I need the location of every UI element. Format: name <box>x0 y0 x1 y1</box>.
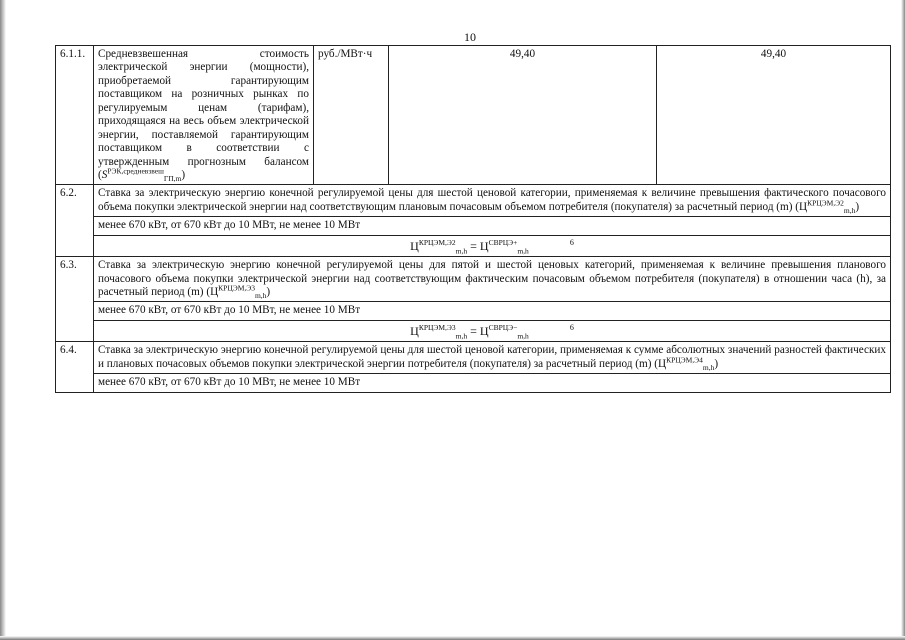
symbol-sup: РЭК,средневзвеш <box>107 166 164 176</box>
row-description: Средневзвешенная стоимость электрической энергии (мощности), приобретаемой гарантирующим поставщиком на розничных рынках по регулируемым ценам (тарифам), приходящаяся на весь объем электрической энергии, поставляемой гарантирующим поставщиком в соответствии с утвержденным прогнозным балансом $(S^{РЭК,средневзвеш}_{ГП,m})$ <box>94 46 314 185</box>
symbol-sub: m,h <box>254 291 267 301</box>
row-description: Ставка за электрическую энергию конечной регулируемой цены для пятой и шестой ценовых категорий, применяемая к величине превышения планового почасового объема покупки электрической энергии над соответствующим фактическим почасовым объемом потребителя (покупателя) в отношении часа (h), за расчетный период (m) $(Ц^{КРЦЭМ,Э3}_{m,h})$ <box>94 257 891 302</box>
row-description: Ставка за электрическую энергию конечной регулируемой цены для шестой ценовой категории, применяемая к величине превышения фактического почасового объема покупки электрической энергии над соответствующим плановым почасовым объемом потребителя (покупателя) за расчетный период (m) $(Ц^{КРЦЭМ,Э2}_{m,h})$ <box>94 185 891 217</box>
row-number: 6.1.1. <box>56 46 94 185</box>
formula-rhs-sub: m,h <box>517 246 529 256</box>
description-text: Ставка за электрическую энергию конечной регулируемой цены для шестой ценовой категории, применяемая к сумме абсолютных значений разностей фактических и плановых почасовых объемов покупки электрической энергии потребителя (покупателя) за расчетный период (m) <box>98 344 886 370</box>
row-number: 6.2. <box>56 185 94 257</box>
table-row-6-2 <box>56 185 891 217</box>
table-row-6-4 <box>56 342 891 374</box>
symbol-main: Ц <box>799 200 808 213</box>
symbol-sub: m,h <box>843 206 856 216</box>
capacity-range: менее 670 кВт, от 670 кВт до 10 МВт, не менее 10 МВт <box>94 374 891 392</box>
formula-rhs-sub: m,h <box>517 331 529 341</box>
table-row-6-2-formula <box>56 235 891 256</box>
formula: $Ц^{КРЦЭМ,Э3}_{m,h} = Ц^{СВРЦЭ-}_{m,h}$ 6 <box>410 322 574 341</box>
row-number: 6.4. <box>56 342 94 392</box>
symbol-sup: КРЦЭМ,Э2 <box>807 198 844 208</box>
table-row-6-1-1 <box>56 46 891 185</box>
tariff-table <box>55 45 891 393</box>
formula-lhs-main: Ц <box>410 238 419 253</box>
formula-cell <box>94 235 891 256</box>
symbol-sub: m,h <box>702 362 715 372</box>
table-row-6-3 <box>56 257 891 302</box>
symbol-main: Ц <box>210 286 219 298</box>
formula-lhs-sup: КРЦЭМ,Э2 <box>418 237 456 247</box>
formula-cell <box>94 320 891 341</box>
row-number: 6.3. <box>56 257 94 342</box>
formula-rhs-main: Ц <box>479 323 489 338</box>
footnote-mark: 6 <box>569 322 574 332</box>
description-text: Средневзвешенная стоимость электрической энергии (мощности), приобретаемой гарантирующим поставщиком на розничных рынках по регулируемым ценам (тарифам), приходящаяся на весь объем электрической энергии, поставляемой гарантирующим поставщиком в соответствии с утвержденным прогнозным балансом <box>98 48 309 168</box>
formula-rhs-main: Ц <box>479 238 489 253</box>
scan-edge-bottom <box>0 636 905 640</box>
formula-rhs-sup: СВРЦЭ− <box>488 322 518 332</box>
capacity-range: менее 670 кВт, от 670 кВт до 10 МВт, не менее 10 МВт <box>94 302 891 320</box>
description-text: Ставка за электрическую энергию конечной регулируемой цены для пятой и шестой ценовых категорий, применяемая к величине превышения планового почасового объема покупки электрической энергии над соответствующим фактическим почасовым объемом потребителя (покупателя) в отношении часа (h), за расчетный период (m) <box>98 259 886 298</box>
formula: $Ц^{КРЦЭМ,Э2}_{m,h} = Ц^{СВРЦЭ+}_{m,h}$ 6 <box>410 237 574 256</box>
scan-edge-right <box>901 0 905 640</box>
table-row-6-2-range <box>56 217 891 235</box>
symbol-main: Ц <box>657 357 667 370</box>
formula-rhs-sup: СВРЦЭ+ <box>488 237 518 247</box>
description-text: Ставка за электрическую энергию конечной регулируемой цены для шестой ценовой категории, применяемая к величине превышения фактического почасового объема покупки электрической энергии над соответствующим плановым почасовым объемом потребителя (покупателя) за расчетный период (m) <box>98 187 886 213</box>
formula-lhs-sup: КРЦЭМ,Э3 <box>418 322 456 332</box>
formula-lhs-sub: m,h <box>455 331 468 341</box>
table-row-6-3-range <box>56 302 891 320</box>
scan-edge-left <box>0 0 6 640</box>
page-number: 10 <box>464 30 476 44</box>
symbol-sup: КРЦЭМ,Э4 <box>666 355 703 365</box>
symbol-main: S <box>101 168 108 181</box>
table-row-6-4-range <box>56 374 891 392</box>
symbol-sub: ГП,m <box>163 174 182 184</box>
value-cell-1: 49,40 <box>389 46 657 185</box>
capacity-range: менее 670 кВт, от 670 кВт до 10 МВт, не менее 10 МВт <box>94 217 891 235</box>
symbol-sup: КРЦЭМ,Э3 <box>218 283 255 293</box>
footnote-mark: 6 <box>569 237 574 247</box>
formula-lhs-main: Ц <box>410 323 419 338</box>
table-row-6-3-formula <box>56 320 891 341</box>
value-cell-2: 49,40 <box>657 46 891 185</box>
row-description: Ставка за электрическую энергию конечной регулируемой цены для шестой ценовой категории, применяемая к сумме абсолютных значений разностей фактических и плановых почасовых объемов покупки электрической энергии потребителя (покупателя) за расчетный период (m) $(Ц^{КРЦЭМ,Э4}_{m,h})$ <box>94 342 891 374</box>
formula-lhs-sub: m,h <box>455 246 468 256</box>
unit-cell: руб./МВт·ч <box>314 46 389 185</box>
